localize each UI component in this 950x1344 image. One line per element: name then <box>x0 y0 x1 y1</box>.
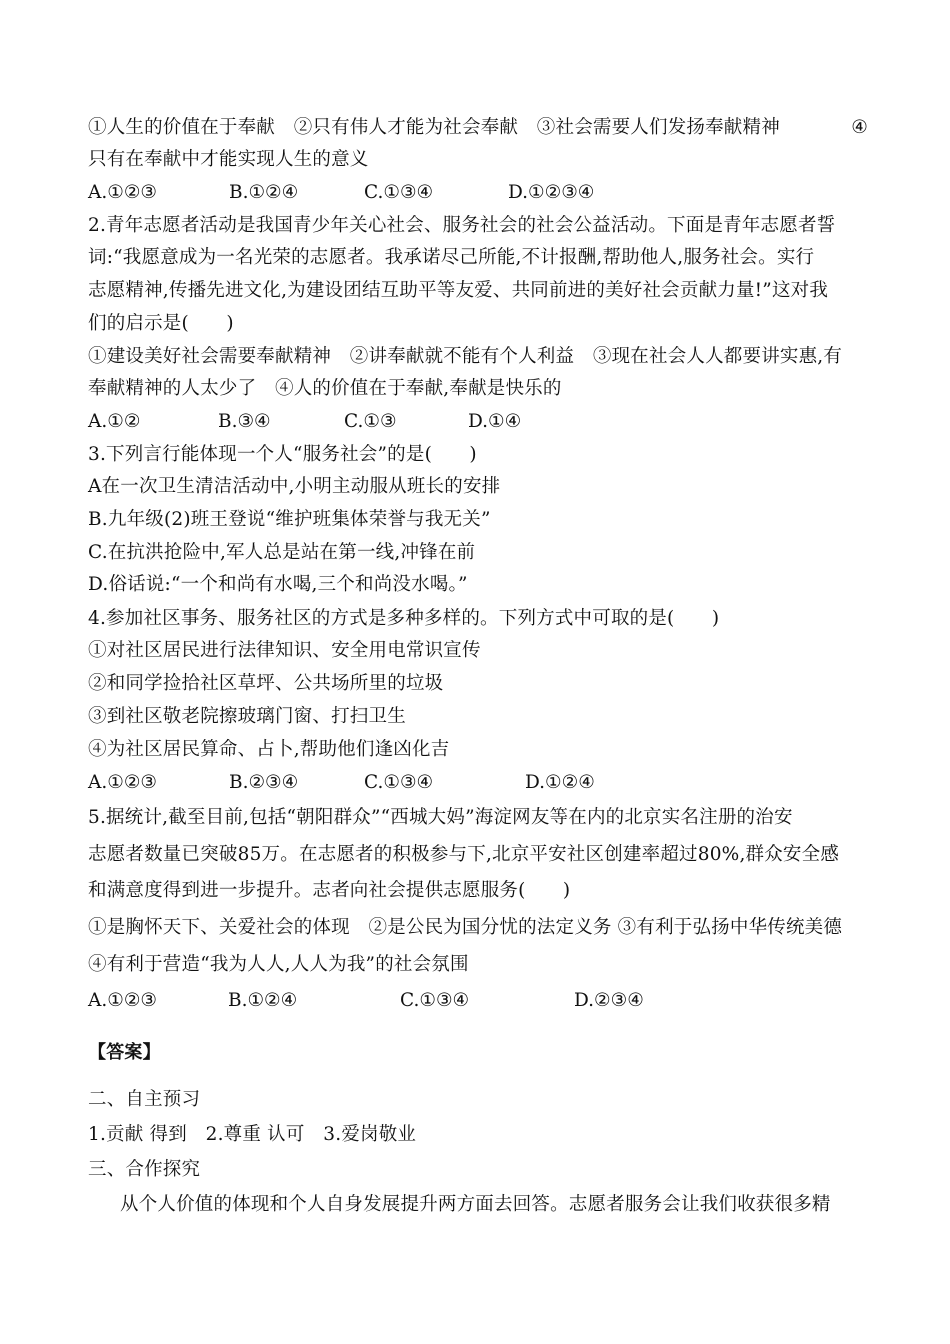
q3-option-d[interactable]: D.俗话说:“一个和尚有水喝,三个和尚没水喝。” <box>88 574 468 595</box>
q2-stem-line-4: 们的启示是( ) <box>88 313 234 334</box>
q3-option-b[interactable]: B.九年级(2)班王登说“维护班集体荣誉与我无关” <box>88 509 491 530</box>
q1-statements-line <box>88 115 868 141</box>
q1-option-d[interactable]: D.①②③④ <box>508 182 595 203</box>
q4-option-b[interactable]: B.②③④ <box>229 772 299 793</box>
q4-option-c[interactable]: C.①③④ <box>364 772 434 793</box>
q4-statement-2: ②和同学捡拾社区草坪、公共场所里的垃圾 <box>88 673 444 694</box>
q2-option-a[interactable]: A.①② <box>88 411 141 432</box>
q1-statements: ①人生的价值在于奉献 ②只有伟人才能为社会奉献 ③社会需要人们发扬奉献精神 <box>88 117 780 138</box>
answers-section-3-content: 从个人价值的体现和个人自身发展提升两方面去回答。志愿者服务会让我们收获很多精 <box>120 1194 831 1215</box>
q2-stem-line-1: 2.青年志愿者活动是我国青少年关心社会、服务社会的社会公益活动。下面是青年志愿者誓 <box>88 215 836 236</box>
q5-stem-line-3: 和满意度得到进一步提升。志者向社会提供志愿服务( ) <box>88 880 571 901</box>
q4-statement-4: ④为社区居民算命、占卜,帮助他们逢凶化吉 <box>88 739 450 760</box>
q4-statement-1: ①对社区居民进行法律知识、安全用电常识宣传 <box>88 640 481 661</box>
q4-statement-3: ③到社区敬老院擦玻璃门窗、打扫卫生 <box>88 706 406 727</box>
q1-option-a[interactable]: A.①②③ <box>88 182 157 203</box>
q2-statements-line-2: 奉献精神的人太少了 ④人的价值在于奉献,奉献是快乐的 <box>88 378 562 399</box>
q5-option-b[interactable]: B.①②④ <box>228 990 298 1011</box>
q2-option-c[interactable]: C.①③ <box>344 411 397 432</box>
answers-section-2-title: 二、自主预习 <box>88 1089 201 1110</box>
q3-option-c[interactable]: C.在抗洪抢险中,军人总是站在第一线,冲锋在前 <box>88 542 476 563</box>
q3-stem: 3.下列言行能体现一个人“服务社会”的是( ) <box>88 444 477 465</box>
q4-option-d[interactable]: D.①②④ <box>525 772 595 793</box>
q1-option-b[interactable]: B.①②④ <box>229 182 299 203</box>
q4-stem: 4.参加社区事务、服务社区的方式是多种多样的。下列方式中可取的是( ) <box>88 608 720 629</box>
q2-stem-line-3: 志愿精神,传播先进文化,为建设团结互助平等友爱、共同前进的美好社会贡献力量!”这对我 <box>88 280 829 301</box>
answers-section-3-title: 三、合作探究 <box>88 1159 201 1180</box>
q5-option-d[interactable]: D.②③④ <box>574 990 644 1011</box>
q2-option-d[interactable]: D.①④ <box>468 411 522 432</box>
q4-option-a[interactable]: A.①②③ <box>88 772 157 793</box>
q5-option-c[interactable]: C.①③④ <box>400 990 470 1011</box>
q5-options <box>88 988 868 1014</box>
q5-stem-line-2: 志愿者数量已突破85万。在志愿者的积极参与下,北京平安社区创建率超过80%,群众安全感 <box>88 844 840 865</box>
q1-statement-4-marker: ④ <box>851 117 868 138</box>
q1-statement-4: 只有在奉献中才能实现人生的意义 <box>88 149 369 170</box>
q2-option-b[interactable]: B.③④ <box>218 411 271 432</box>
q5-option-a[interactable]: A.①②③ <box>88 990 157 1011</box>
q1-option-c[interactable]: C.①③④ <box>364 182 434 203</box>
q1-options <box>88 180 868 206</box>
q5-statements-line-1: ①是胸怀天下、关爱社会的体现 ②是公民为国分忧的法定义务 ③有利于弘扬中华传统美德 <box>88 917 843 938</box>
q3-option-a[interactable]: A在一次卫生清洁活动中,小明主动服从班长的安排 <box>88 476 501 497</box>
q5-statements-line-2: ④有利于营造“我为人人,人人为我”的社会氛围 <box>88 954 469 975</box>
answers-section-2-content: 1.贡献 得到 2.尊重 认可 3.爱岗敬业 <box>88 1124 417 1145</box>
q4-options <box>88 770 868 796</box>
q2-stem-line-2: 词:“我愿意成为一名光荣的志愿者。我承诺尽己所能,不计报酬,帮助他人,服务社会。实行 <box>88 247 815 268</box>
q5-stem-line-1: 5.据统计,截至目前,包括“朝阳群众”“西城大妈”海淀网友等在内的北京实名注册的治安 <box>88 807 793 828</box>
q2-statements-line-1: ①建设美好社会需要奉献精神 ②讲奉献就不能有个人利益 ③现在社会人人都要讲实惠,有 <box>88 346 843 367</box>
answers-heading: 【答案】 <box>88 1042 161 1063</box>
q2-options <box>88 409 868 435</box>
